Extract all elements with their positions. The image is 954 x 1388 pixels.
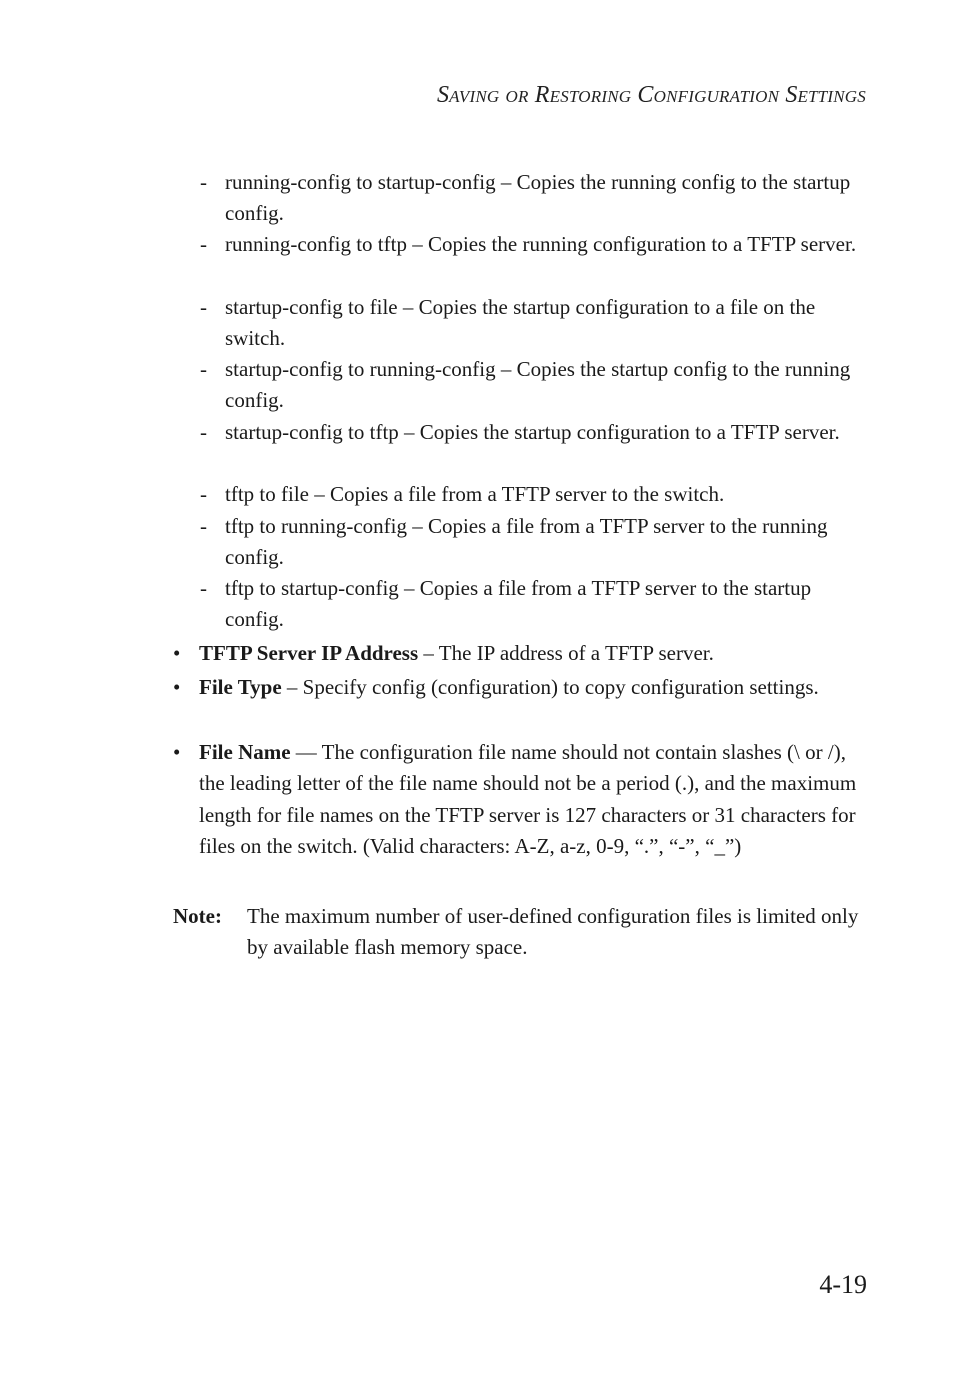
bullet-text (199, 672, 870, 703)
note (173, 901, 870, 964)
list-item (200, 292, 870, 355)
list-item (200, 511, 870, 574)
page-number: 4-19 (819, 1270, 867, 1299)
bullet-item (173, 672, 870, 703)
dash-marker: - (200, 232, 207, 256)
dash-marker: - (200, 576, 207, 600)
list-item-text: tftp to startup-config – Copies a file from a TFTP server to the startup config. (225, 576, 812, 632)
list-item-text: tftp to file – Copies a file from a TFTP server to the switch. (225, 482, 725, 506)
dash-marker: - (200, 357, 207, 381)
dash-marker: - (200, 295, 207, 319)
bullet-marker: • (173, 740, 181, 764)
list-item (200, 479, 870, 510)
bullet-item (173, 737, 870, 862)
list-item-text: startup-config to tftp – Copies the startup configuration to a TFTP server. (225, 420, 840, 444)
bullet-desc: – The IP address of a TFTP server. (418, 641, 714, 665)
note-text: The maximum number of user-defined configuration files is limited only by available flash memory space. (247, 904, 859, 960)
list-item-text: startup-config to file – Copies the startup configuration to a file on the switch. (225, 295, 816, 351)
bullet-marker: • (173, 641, 181, 665)
running-header: Saving or Restoring Configuration Settings (436, 82, 866, 108)
dash-marker: - (200, 482, 207, 506)
note-label: Note: (173, 904, 222, 928)
list-item-text: tftp to running-config – Copies a file from a TFTP server to the running config. (225, 514, 828, 570)
bullet-marker: • (173, 675, 181, 699)
bullet-text (199, 737, 870, 862)
dash-marker: - (200, 420, 207, 444)
bullet-desc: — The configuration file name should not contain slashes (\ or /), the leading letter of the file name should not be a period (.), and the maximum length for file names on the TFTP server is 127 characters or 31 characters for files on the switch. (Valid characters: A-Z, a-z, 0-9, “.”, “-”, “_”) (199, 740, 857, 858)
bullet-text (199, 638, 870, 669)
list-item (200, 354, 870, 417)
bullet-term: File Type (199, 675, 282, 699)
bullet-term: TFTP Server IP Address (199, 641, 419, 665)
list-item (200, 167, 870, 230)
dash-marker: - (200, 514, 207, 538)
bullet-term: File Name (199, 740, 291, 764)
list-item (200, 229, 870, 260)
list-item (200, 417, 870, 448)
bullet-item (173, 638, 870, 669)
bullet-desc: – Specify config (configuration) to copy configuration settings. (281, 675, 819, 699)
list-item-text: startup-config to running-config – Copies the startup config to the running config. (225, 357, 851, 413)
list-item-text: running-config to tftp – Copies the running configuration to a TFTP server. (225, 232, 857, 256)
list-item (200, 573, 870, 636)
dash-marker: - (200, 170, 207, 194)
list-item-text: running-config to startup-config – Copies the running config to the startup config. (225, 170, 851, 226)
